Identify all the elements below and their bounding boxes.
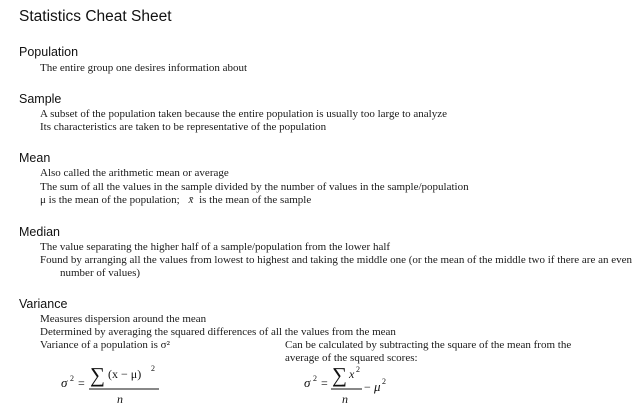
median-definition: The value separating the higher half of a sample/population from the lower half xyxy=(40,241,391,253)
variance-population-note: Variance of a population is σ² xyxy=(40,339,170,351)
variance-definition: Measures dispersion around the mean xyxy=(40,313,207,325)
page-title: Statistics Cheat Sheet xyxy=(19,8,172,25)
population-definition: The entire group one desires information about xyxy=(40,62,248,74)
numerator-exponent: 2 xyxy=(356,365,360,374)
mu-exponent: 2 xyxy=(382,377,386,386)
section-heading-population: Population xyxy=(19,45,79,59)
variance-alternative-note: Can be calculated by subtracting the square of the mean from the average of the squared scores: xyxy=(285,339,572,364)
sigma-symbol: σ xyxy=(61,375,68,390)
summation-symbol: ∑ xyxy=(332,363,347,387)
x-bar-symbol: x̄ xyxy=(188,194,194,206)
numerator-exponent: 2 xyxy=(151,364,155,373)
numerator-expression: (x − μ) xyxy=(108,367,142,381)
variance-formula-deviation xyxy=(55,362,165,406)
equals-sign: = xyxy=(78,376,85,390)
section-heading-median: Median xyxy=(19,225,60,239)
summation-symbol: ∑ xyxy=(90,363,105,387)
denominator: n xyxy=(117,392,123,406)
sigma-exponent: 2 xyxy=(313,374,317,383)
section-heading-sample: Sample xyxy=(19,92,62,106)
denominator: n xyxy=(342,392,348,406)
median-calculation: Found by arranging all the values from lowest to highest and taking the middle one (or the mean of the middle two if there are an even number of values) xyxy=(40,254,632,279)
sigma-exponent: 2 xyxy=(70,374,74,383)
variance-method: Determined by averaging the squared differences of all the values from the mean xyxy=(40,326,396,338)
mean-calculation: The sum of all the values in the sample divided by the number of values in the sample/population xyxy=(40,181,469,193)
mu-symbol: μ xyxy=(374,379,381,394)
numerator-variable: x xyxy=(349,367,355,381)
sample-note: Its characteristics are taken to be representative of the population xyxy=(40,121,327,133)
mu-description: μ is the mean of the population; xyxy=(40,194,180,206)
mean-definition: Also called the arithmetic mean or average xyxy=(40,167,229,179)
x-bar-description: is the mean of the sample xyxy=(199,194,312,206)
equals-sign: = xyxy=(321,376,328,390)
minus-sign: − xyxy=(364,380,371,394)
section-heading-variance: Variance xyxy=(19,297,68,311)
variance-formula-squared-scores xyxy=(300,362,400,406)
section-heading-mean: Mean xyxy=(19,151,51,165)
sigma-symbol: σ xyxy=(304,375,311,390)
sample-definition: A subset of the population taken because the entire population is usually too large to analyze xyxy=(40,108,447,120)
mean-symbols xyxy=(40,194,632,207)
